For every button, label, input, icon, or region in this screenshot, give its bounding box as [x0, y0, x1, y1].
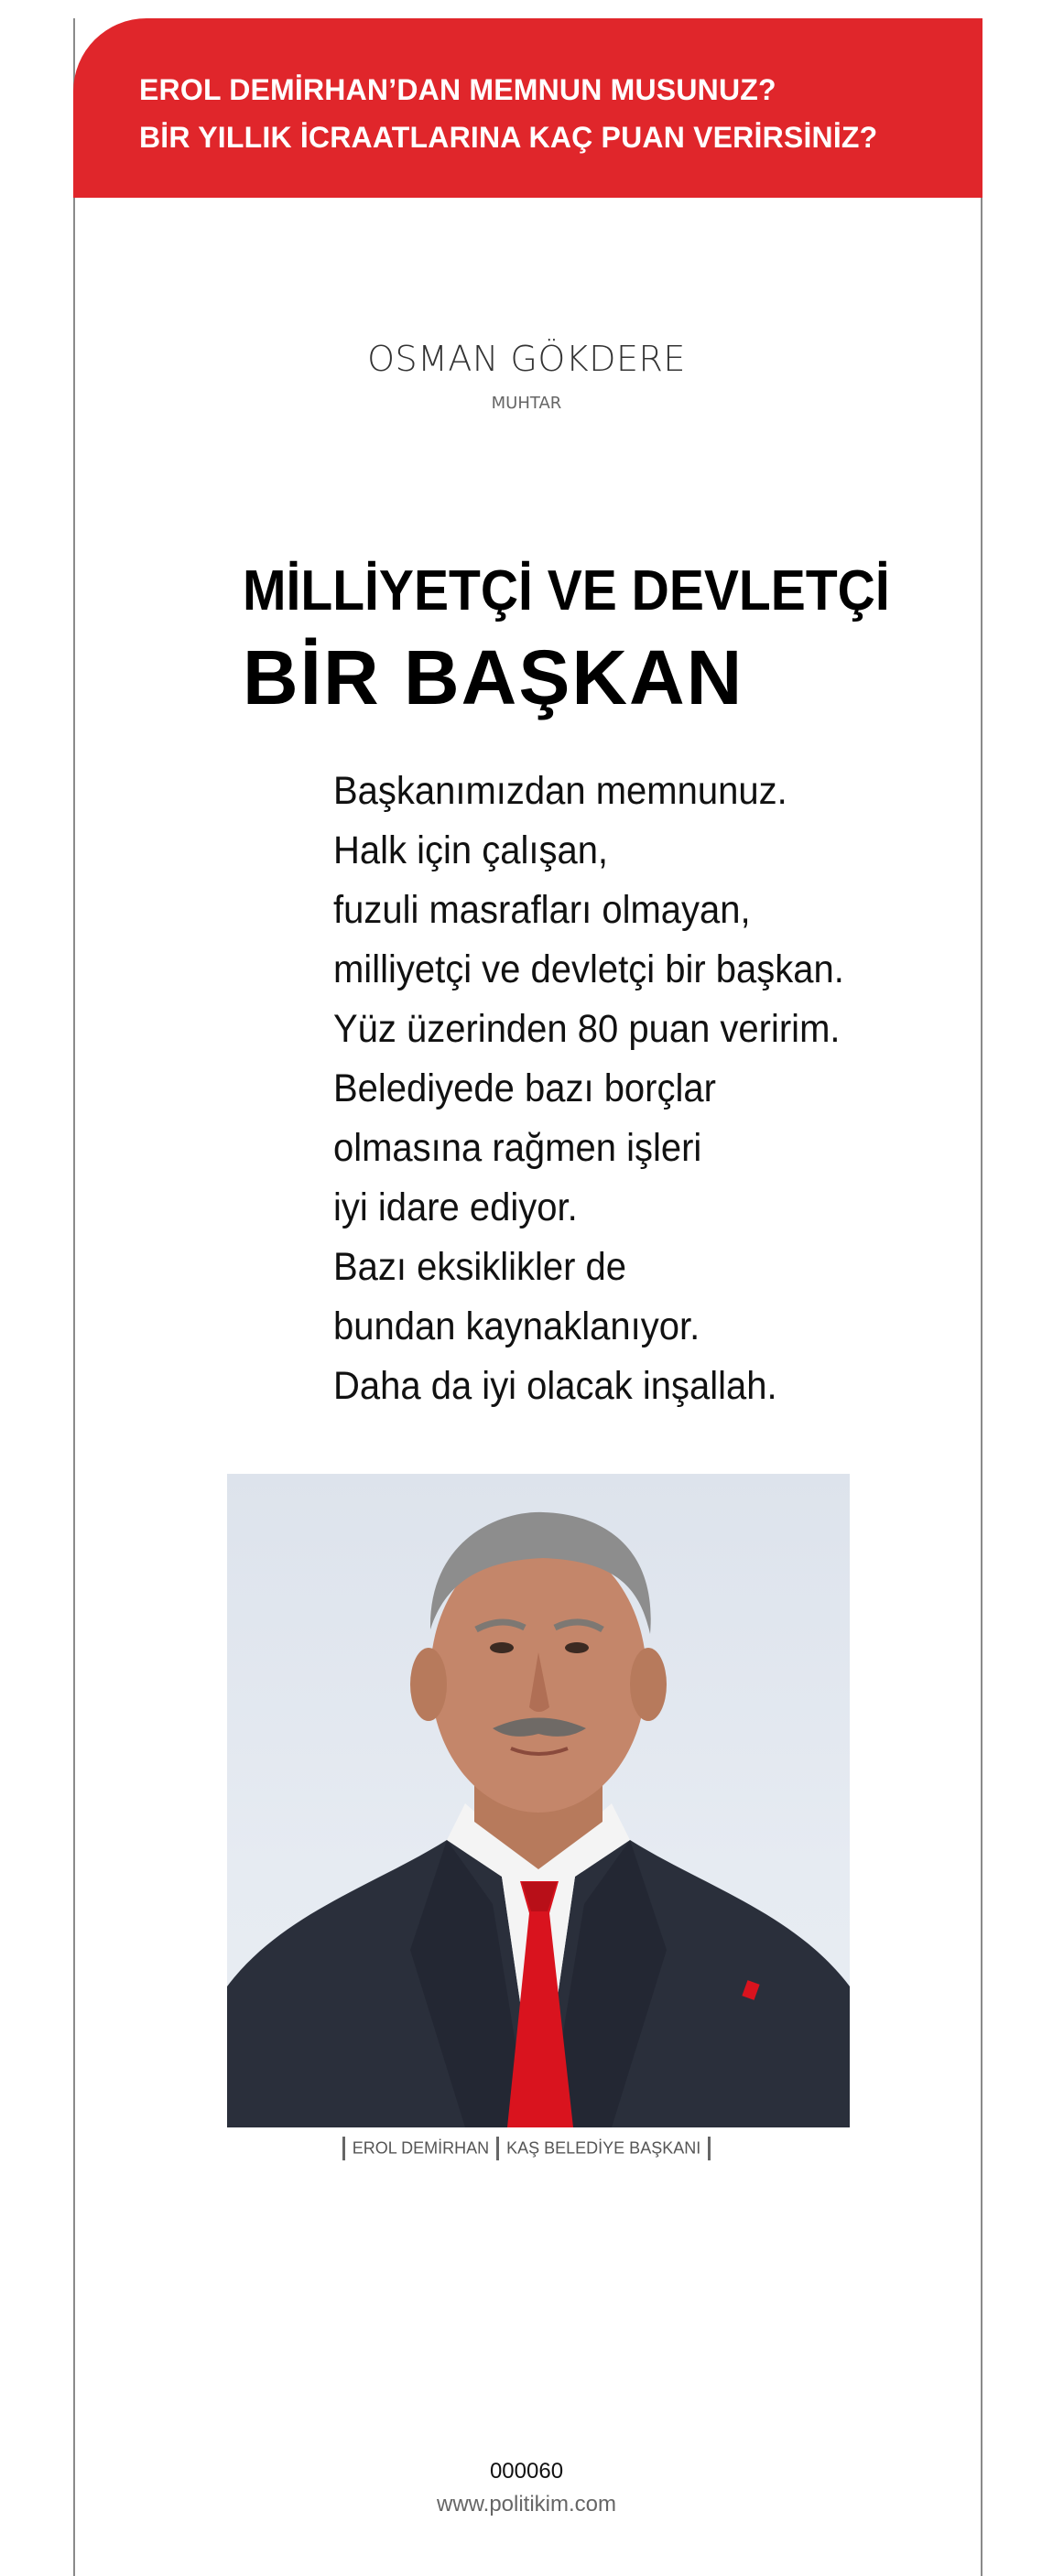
headline-line-1: MİLLİYETÇİ VE DEVLETÇİ [243, 559, 890, 622]
statement-line: Halk için çalışan, [333, 828, 609, 872]
caption-divider [496, 2137, 499, 2160]
statement-line: milliyetçi ve devletçi bir başkan. [333, 947, 844, 991]
question-banner [73, 18, 982, 198]
respondent-role: MUHTAR [491, 394, 562, 413]
statement-body [333, 762, 901, 1416]
caption-title: KAŞ BELEDİYE BAŞKANI [506, 2138, 701, 2158]
respondent-name: OSMAN GÖKDERE [367, 339, 686, 379]
statement-line: olmasına rağmen işleri [333, 1126, 702, 1170]
headline-line-2: BİR BAŞKAN [243, 634, 744, 720]
statement-line: Bazı eksiklikler de [333, 1245, 627, 1289]
statement-line: iyi idare ediyor. [333, 1185, 578, 1229]
banner-question-line-1: EROL DEMİRHAN’DAN MEMNUN MUSUNUZ? [139, 73, 776, 106]
caption-name: EROL DEMİRHAN [352, 2138, 490, 2158]
statement-line: fuzuli masrafları olmayan, [333, 888, 751, 932]
statement-line: bundan kaynaklanıyor. [333, 1304, 700, 1348]
statement-line: Başkanımızdan memnunuz. [333, 769, 787, 813]
statement-line: Belediyede bazı borçlar [333, 1066, 716, 1110]
portrait-illustration [227, 1474, 850, 2127]
statement-line: Yüz üzerinden 80 puan veririm. [333, 1007, 841, 1051]
banner-question-line-2: BİR YILLIK İCRAATLARINA KAÇ PUAN VERİRSİNİZ? [139, 121, 878, 154]
ad-code: 000060 [489, 2459, 564, 2484]
website-url: www.politikim.com [436, 2492, 617, 2516]
caption-divider [708, 2137, 711, 2160]
caption-divider [342, 2137, 345, 2160]
photo-caption [0, 2137, 1053, 2160]
mayor-portrait-photo [227, 1474, 850, 2127]
statement-line: Daha da iyi olacak inşallah. [333, 1364, 777, 1408]
